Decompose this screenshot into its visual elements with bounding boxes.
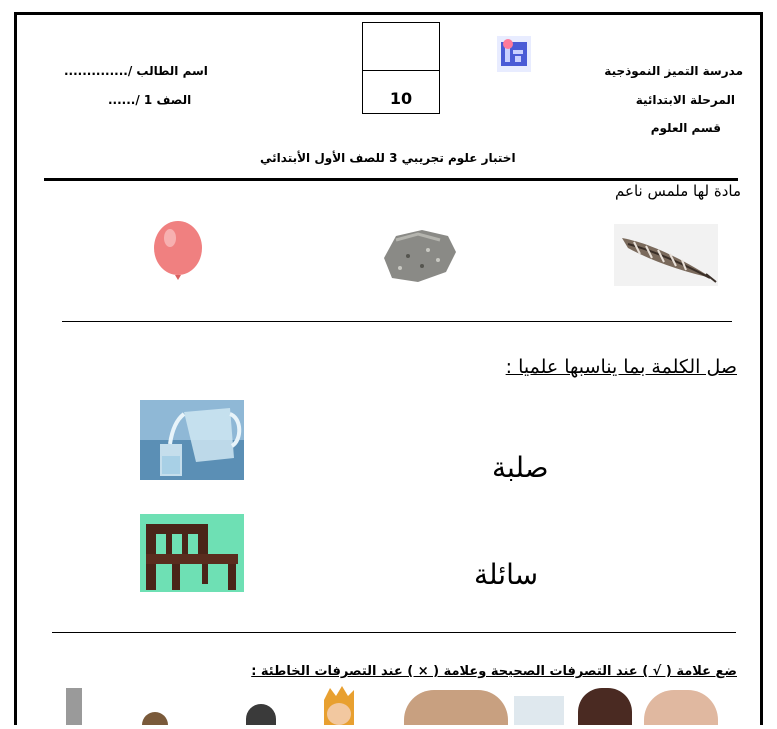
water-pouring-image[interactable] bbox=[140, 400, 244, 480]
score-total: 10 bbox=[389, 89, 413, 108]
score-box bbox=[362, 22, 440, 114]
exam-title: اختبار علوم تجريبي 3 للصف الأول الأبتدائي bbox=[260, 151, 516, 165]
feather-image[interactable] bbox=[614, 224, 718, 286]
word-liquid[interactable]: سائلة bbox=[474, 558, 539, 591]
question1-prompt: مادة لها ملمس ناعم bbox=[615, 182, 741, 200]
balloon-image[interactable] bbox=[152, 220, 204, 284]
stage-label: المرحلة الابتدائية bbox=[635, 93, 735, 107]
question3-prompt: ضع علامة ( √ ) عند التصرفات الصحيحة وعلامة ( × ) عند التصرفات الخاطئة : bbox=[251, 664, 737, 679]
action-image-5[interactable] bbox=[404, 690, 508, 725]
grade-field[interactable]: الصف 1 /...... bbox=[108, 93, 192, 107]
school-name: مدرسة التميز النموذجية bbox=[604, 64, 743, 78]
header-divider bbox=[44, 178, 738, 181]
school-logo bbox=[497, 36, 531, 72]
department-label: قسم العلوم bbox=[650, 121, 721, 135]
section-divider-1 bbox=[62, 321, 732, 322]
action-image-4[interactable] bbox=[322, 686, 356, 725]
rock-image[interactable] bbox=[378, 228, 458, 284]
question2-prompt: صل الكلمة بما يناسبها علميا : bbox=[505, 356, 737, 378]
action-image-6[interactable] bbox=[514, 696, 564, 725]
action-image-7[interactable] bbox=[578, 688, 632, 725]
section-divider-2 bbox=[52, 632, 736, 633]
action-image-1[interactable] bbox=[66, 688, 82, 725]
chair-image[interactable] bbox=[140, 514, 244, 592]
word-solid[interactable]: صلبة bbox=[492, 451, 549, 484]
student-name-field[interactable]: اسم الطالب /.............. bbox=[64, 64, 208, 78]
